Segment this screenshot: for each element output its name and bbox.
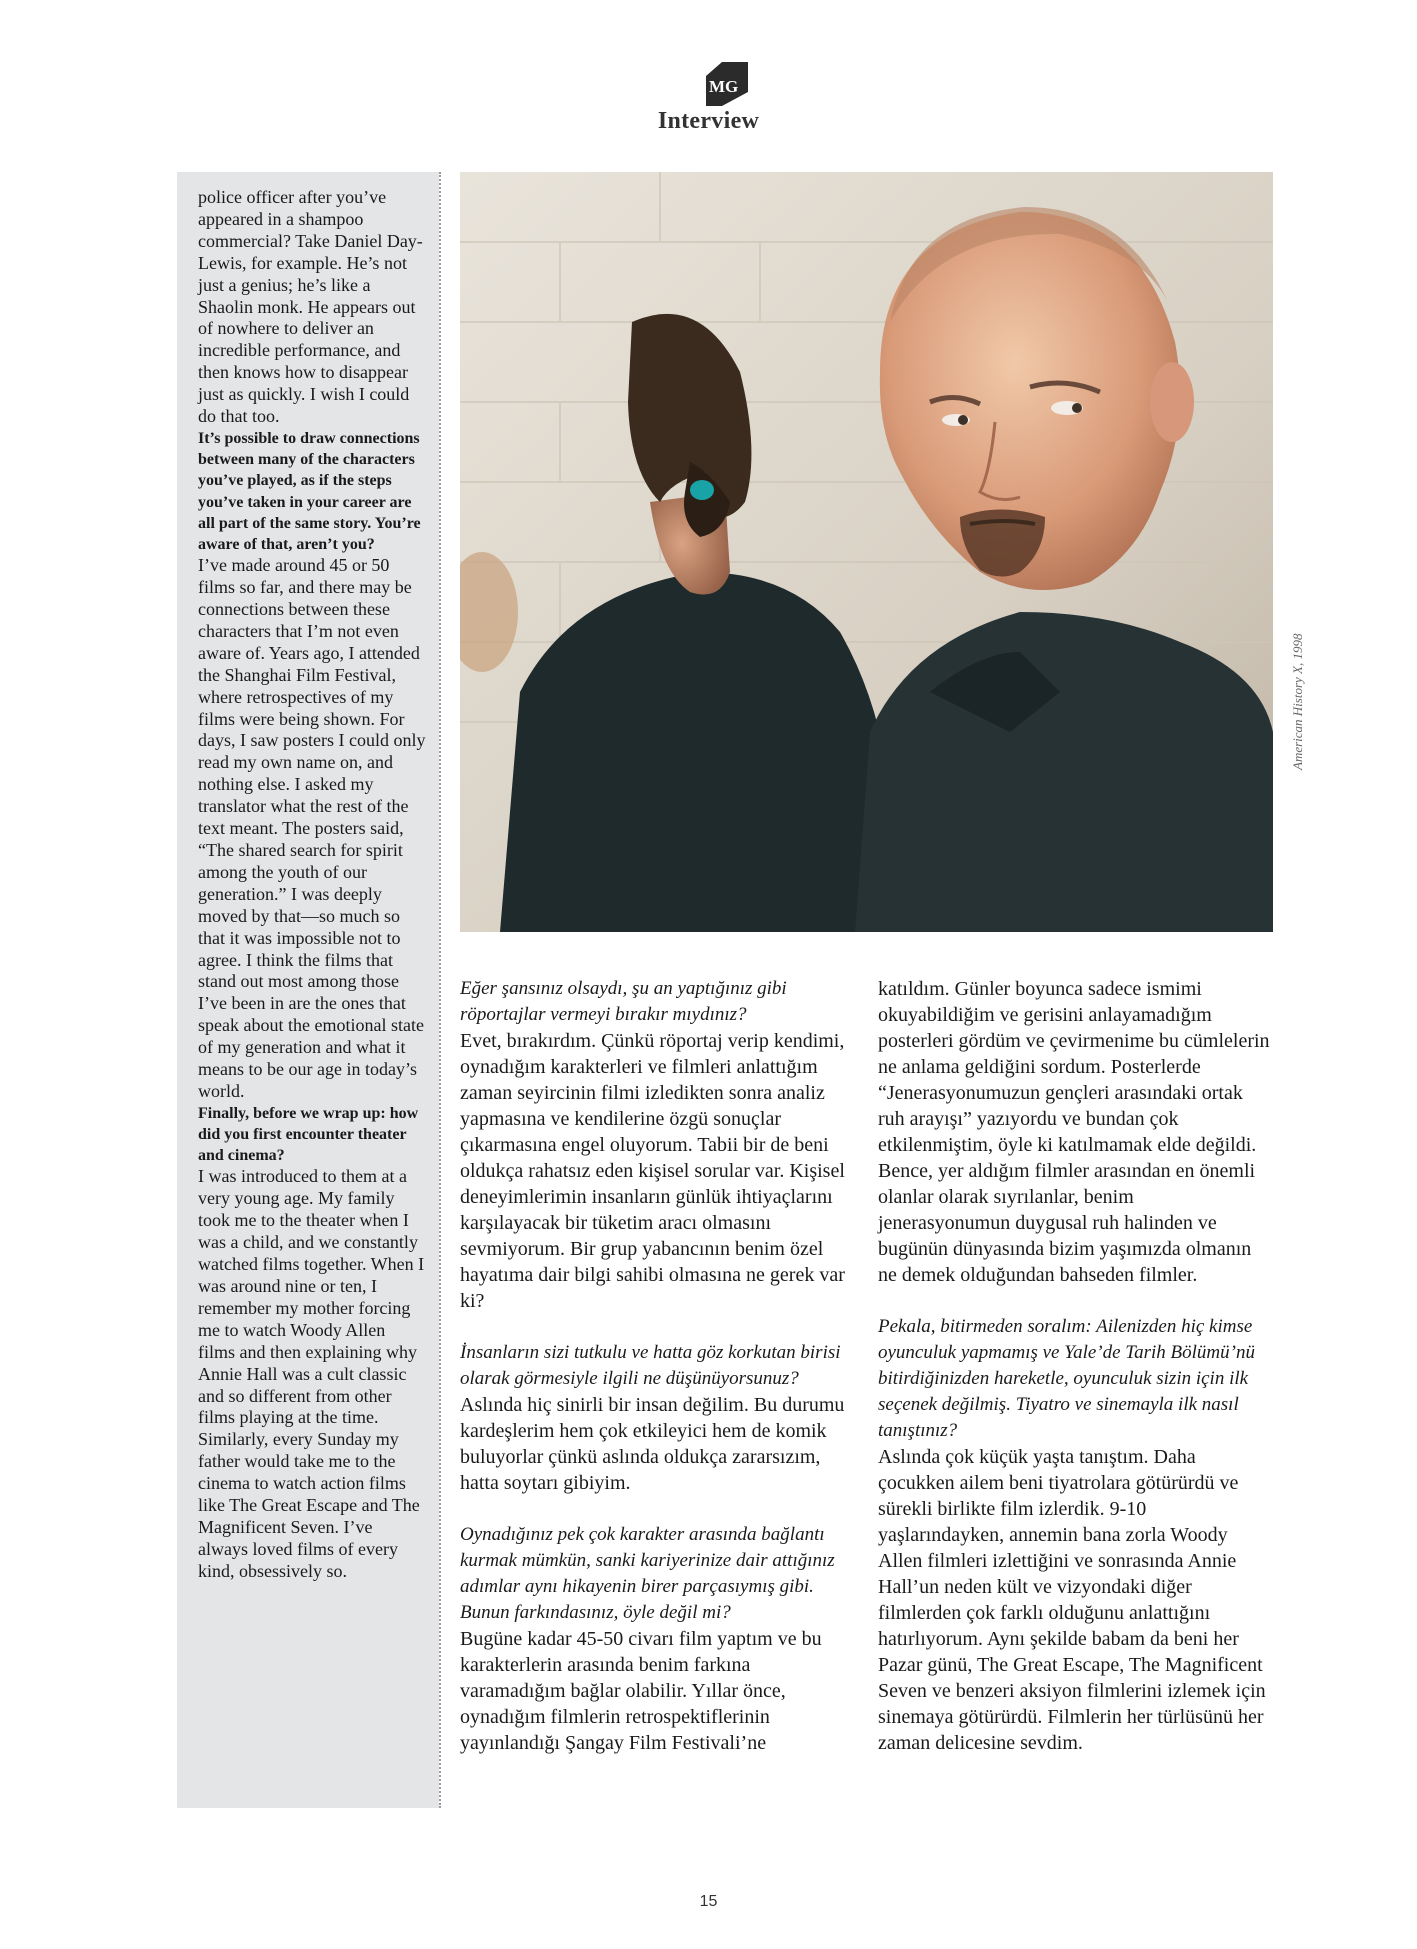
paragraph-gap [460,1496,852,1522]
sidebar-text [198,187,426,1583]
sidebar-divider [439,172,441,1808]
interview-question: Eğer şansınız olsaydı, şu an yaptığınız gibi röportajlar vermeyi bırakır mıydınız? [460,978,787,1025]
interview-photo [460,172,1273,932]
interview-answer: I was introduced to them at a very young age. My family took me to the theater when I was a child, and we constantly watched films together. When I was around nine or ten, I remember my mother forcing me to watch Woody Allen films and then explaining why Annie Hall was a cult classic and so different from other films playing at the time. Similarly, every Sunday my father would take me to the cinema to watch action films like The Great Escape and The Magnificent Seven. I’ve always loved films of every kind, obsessively so. [198,1166,425,1581]
interview-answer: Evet, bırakırdım. Çünkü röportaj verip kendimi, oynadığım karakterleri ve filmleri anlattığım zaman seyircinin filmi izledikten sonra analiz yapmasına ve kendilerine özgü sonuçlar çıkarmasına engel oluyorum. Tabii bir de beni oldukça rahatsız eden kişisel sorular var. Kişisel deneyimlerimin insanların günlük ihtiyaçlarını karşılayacak bir tüketim aracı olmasını sevmiyorum. Bir grup yabancının benim özel hayatıma dair bilgi sahibi olmasına ne gerek var ki? [460,1030,845,1312]
interview-question: Finally, before we wrap up: how did you first encounter theater and cinema? [198,1104,419,1165]
interview-question: It’s possible to draw connections between many of the characters you’ve played, as if the steps you’ve taken in your career are all part of the same story. You’re aware of that, aren’t you? [198,429,421,553]
paragraph-gap [460,1314,852,1340]
page-number: 15 [699,1893,718,1910]
interview-answer: katıldım. Günler boyunca sadece ismimi okuyabildiğim ve gerisini anlayamadığım posterleri gördüm ve çevirmenime bu cümlelerin ne anlama geldiğini sordum. Posterlerde “Jenerasyonumuzun gençleri arasındaki ortak ruh arayışı” yazıyordu ve bundan çok etkilenmiştim, öyle ki katılmamak elde değildi. Bence, yer aldığım filmler arasından en önemli olanlar olarak sıyrılanlar, benim jenerasyonumun duygusal ruh halinden ve bugünün dünyasında bizim yaşımızda olmanın ne demek olduğundan bahseden filmler. [878,978,1270,1286]
body-column-right [878,976,1270,1756]
interview-question: Pekala, bitirmeden soralım: Ailenizden hiç kimse oyunculuk yapmamış ve Yale’de Tarih Bölümü’nü bitirdiğinizden hareketle, oyunculuk sizin için ilk seçenek değilmiş. Tiyatro ve sinemayla ilk nasıl tanıştınız? [878,1316,1255,1441]
svg-text:MG: MG [709,77,739,96]
section-title: Interview [657,108,760,134]
paragraph-gap [878,1288,1270,1314]
interview-question: Oynadığınız pek çok karakter arasında bağlantı kurmak mümkün, sanki kariyerinize dair attığınız adımlar aynı hikayenin birer parçasıymış gibi. Bunun farkındasınız, öyle değil mi? [460,1524,835,1623]
body-column-left [460,976,852,1756]
interview-question: İnsanların sizi tutkulu ve hatta göz korkutan birisi olarak görmesiyle ilgili ne düşünüyorsunuz? [460,1342,841,1389]
interview-answer: I’ve made around 45 or 50 films so far, and there may be connections between these characters that I’m not even aware of. Years ago, I attended the Shanghai Film Festival, where retrospectives of my films were being shown. For days, I saw posters I could only read my own name on, and nothing else. I asked my translator what the rest of the text meant. The posters said, “The shared search for spirit among the youth of our generation.” I was deeply moved by that—so much so that it was impossible not to agree. I think the films that stand out most among those I’ve been in are the ones that speak about the emotional state of my generation and what it means to be our age in today’s world. [198,555,426,1101]
interview-answer: Aslında hiç sinirli bir insan değilim. Bu durumu kardeşlerim hem çok etkileyici hem de komik buluyorlar çünkü aslında oldukça zararsızım, hatta soytarı gibiyim. [460,1394,845,1494]
interview-answer: Bugüne kadar 45-50 civarı film yaptım ve bu karakterlerin arasında benim farkına varamadığım bağlar olabilir. Yıllar önce, oynadığım filmlerin retrospektiflerinin yayınlandığı Şangay Film Festivali’ne [460,1628,822,1754]
magazine-logo [706,62,748,106]
interview-answer: police officer after you’ve appeared in a shampoo commercial? Take Daniel Day-Lewis, for example. He’s not just a genius; he’s like a Shaolin monk. He appears out of nowhere to deliver an incredible performance, and then knows how to disappear just as quickly. I wish I could do that too. [198,187,423,427]
interview-answer: Aslında çok küçük yaşta tanıştım. Daha çocukken ailem beni tiyatrolara götürürdü ve sürekli birlikte film izlerdik. 9-10 yaşlarındayken, annemin bana zorla Woody Allen filmleri izlettiğini ve sonrasında Annie Hall’un neden kült ve vizyondaki diğer filmlerden çok farklı olduğunu anlattığını hatırlıyorum. Aynı şekilde babam da beni her Pazar günü, The Great Escape, The Magnificent Seven ve benzeri aksiyon filmlerini izlemek için sinemaya götürürdü. Filmlerin her türlüsünü her zaman delicesine sevdim. [878,1446,1266,1754]
